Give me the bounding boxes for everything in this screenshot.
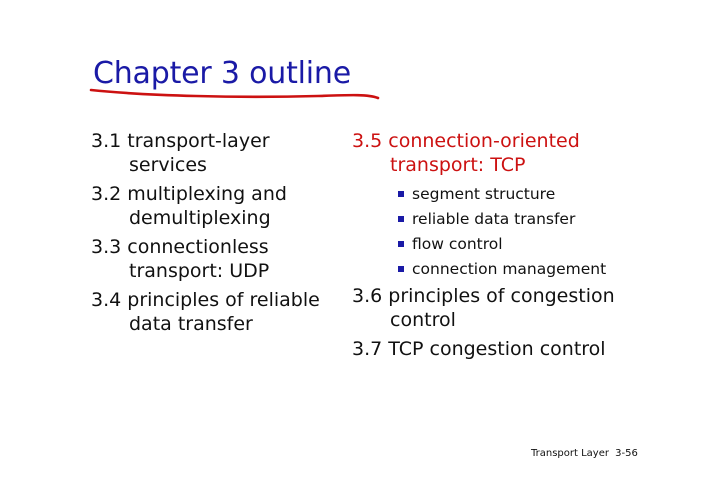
item-line1: 3.6 principles of congestion: [352, 285, 615, 307]
sub-bullet-text: flow control: [412, 235, 503, 253]
footer-label: Transport Layer: [531, 448, 609, 459]
item-line2: transport: UDP: [129, 260, 270, 282]
square-bullet-icon: [398, 241, 404, 247]
sub-bullet-text: segment structure: [412, 185, 556, 203]
item-line2: demultiplexing: [129, 207, 271, 229]
square-bullet-icon: [398, 266, 404, 272]
square-bullet-icon: [398, 216, 404, 222]
outline-item-3-1: [91, 129, 336, 177]
item-line2: services: [129, 154, 207, 176]
item-line1: 3.3 connectionless: [91, 236, 269, 258]
sub-bullet: [398, 182, 652, 207]
right-column: [352, 129, 652, 366]
square-bullet-icon: [398, 191, 404, 197]
item-line1: 3.2 multiplexing and: [91, 183, 287, 205]
title-underline: [88, 86, 388, 106]
item-line2: control: [390, 309, 456, 331]
left-column: [91, 129, 336, 341]
outline-item-3-5: [352, 129, 652, 177]
outline-item-3-2: [91, 182, 336, 230]
outline-item-3-3: [91, 235, 336, 283]
sub-bullet-list: [352, 182, 652, 282]
outline-item-3-4: [91, 288, 336, 336]
outline-item-3-6: [352, 284, 652, 332]
sub-bullet-text: reliable data transfer: [412, 210, 576, 228]
item-line1: 3.4 principles of reliable: [91, 289, 320, 311]
item-line1: 3.1 transport-layer: [91, 130, 270, 152]
item-line1: 3.7 TCP congestion control: [352, 338, 606, 360]
sub-bullet: [398, 207, 652, 232]
slide-footer: [531, 448, 638, 459]
slide-title: Chapter 3 outline: [93, 56, 351, 91]
item-line2: transport: TCP: [390, 154, 526, 176]
outline-item-3-7: [352, 337, 652, 361]
item-line2: data transfer: [129, 313, 253, 335]
sub-bullet: [398, 232, 652, 257]
sub-bullet-text: connection management: [412, 260, 607, 278]
sub-bullet: [398, 257, 652, 282]
item-line1: 3.5 connection-oriented: [352, 130, 580, 152]
page-number: 3-56: [615, 448, 638, 459]
